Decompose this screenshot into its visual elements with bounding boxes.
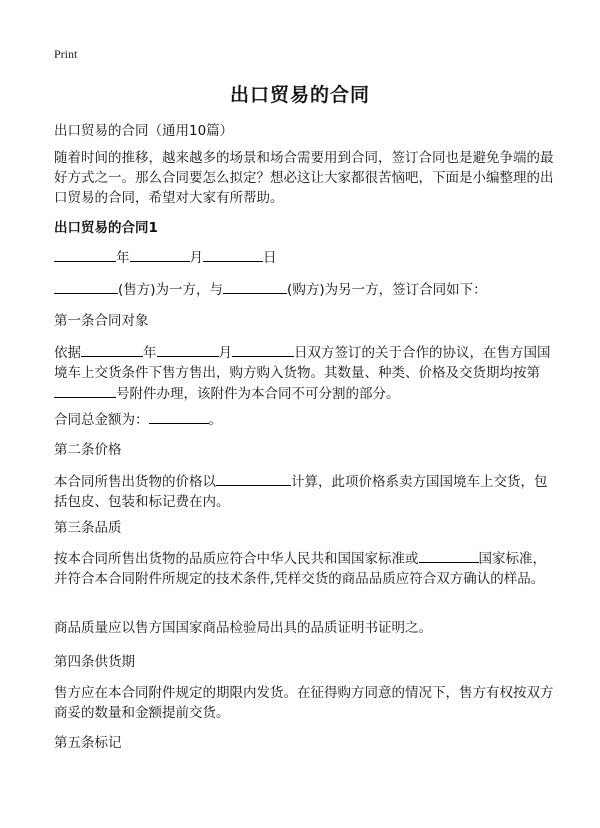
- article-1-paragraph: [54, 342, 554, 402]
- art1-month-label: 月: [218, 345, 232, 361]
- art3-text-a: 按本合同所售出货物的品质应符合中华人民共和国国家标准或: [54, 551, 419, 567]
- total-end: 。: [208, 412, 222, 428]
- subtitle: 出口贸易的合同（通用10篇）: [54, 123, 234, 139]
- art1-text-b: 日双方签订的关于合作的协议，在售方国国境车上交货条件下售方售出，购方购入货物。其数量、种类、价格及交货期均按第: [54, 345, 551, 381]
- art1-annex-blank[interactable]: [54, 383, 116, 398]
- art1-year-label: 年: [143, 345, 157, 361]
- date-line: [54, 247, 554, 268]
- parties-line: [54, 279, 554, 300]
- art2-text-a: 本合同所售出货物的价格以: [54, 474, 216, 490]
- article-3-heading: 第三条品质: [54, 520, 122, 536]
- year-blank[interactable]: [54, 247, 116, 262]
- article-1-heading: 第一条合同对象: [54, 313, 149, 329]
- art1-month-blank[interactable]: [157, 342, 219, 357]
- day-label: 日: [263, 250, 277, 266]
- article-5-heading: 第五条标记: [54, 735, 122, 751]
- total-amount-line: [54, 409, 554, 430]
- seller-text: (售方)为一方，与: [118, 282, 224, 298]
- art2-text-b: 计算，此项价格系卖方国国境车上交货，包括包皮、包装和标记费在内。: [54, 474, 548, 510]
- art1-day-blank[interactable]: [232, 342, 294, 357]
- art1-text-c: 号附件办理，该附件为本合同不可分割的部分。: [116, 386, 400, 402]
- page-title: 出口贸易的合同: [229, 84, 370, 106]
- art1-text-a: 依据: [54, 345, 81, 361]
- print-link[interactable]: Print: [54, 47, 78, 61]
- art2-price-blank[interactable]: [216, 471, 291, 486]
- article-4-paragraph: 售方应在本合同附件规定的期限内发货。在征得购方同意的情况下，售方有权按双方商妥的数量和金额提前交货。: [54, 685, 554, 721]
- art1-year-blank[interactable]: [81, 342, 143, 357]
- article-4-heading: 第四条供货期: [54, 654, 135, 670]
- day-blank[interactable]: [203, 247, 263, 262]
- seller-blank[interactable]: [54, 279, 118, 294]
- article-3-paragraph-2: 商品质量应以售方国国家商品检验局出具的品质证明书证明之。: [54, 620, 432, 636]
- article-2-paragraph: [54, 471, 554, 511]
- month-blank[interactable]: [130, 247, 190, 262]
- art3-text-b: 国家标准，并符合本合同附件所规定的技术条件,凭样交货的商品品质应符合双方确认的样品。: [54, 551, 546, 587]
- total-label: 合同总金额为：: [54, 412, 149, 428]
- total-blank[interactable]: [149, 409, 209, 424]
- art3-standard-blank[interactable]: [419, 548, 479, 563]
- buyer-text: (购方)为另一方，签订合同如下：: [287, 282, 487, 298]
- buyer-blank[interactable]: [223, 279, 287, 294]
- contract-heading: 出口贸易的合同1: [54, 220, 158, 236]
- year-label: 年: [116, 250, 130, 266]
- intro-paragraph: 随着时间的推移，越来越多的场景和场合需要用到合同，签订合同也是避免争端的最好方式之一。那么合同要怎么拟定？想必这让大家都很苦恼吧，下面是小编整理的出口贸易的合同，希望对大家有所帮助。: [54, 150, 554, 206]
- month-label: 月: [189, 250, 203, 266]
- article-2-heading: 第二条价格: [54, 442, 122, 458]
- article-3-paragraph: [54, 548, 554, 608]
